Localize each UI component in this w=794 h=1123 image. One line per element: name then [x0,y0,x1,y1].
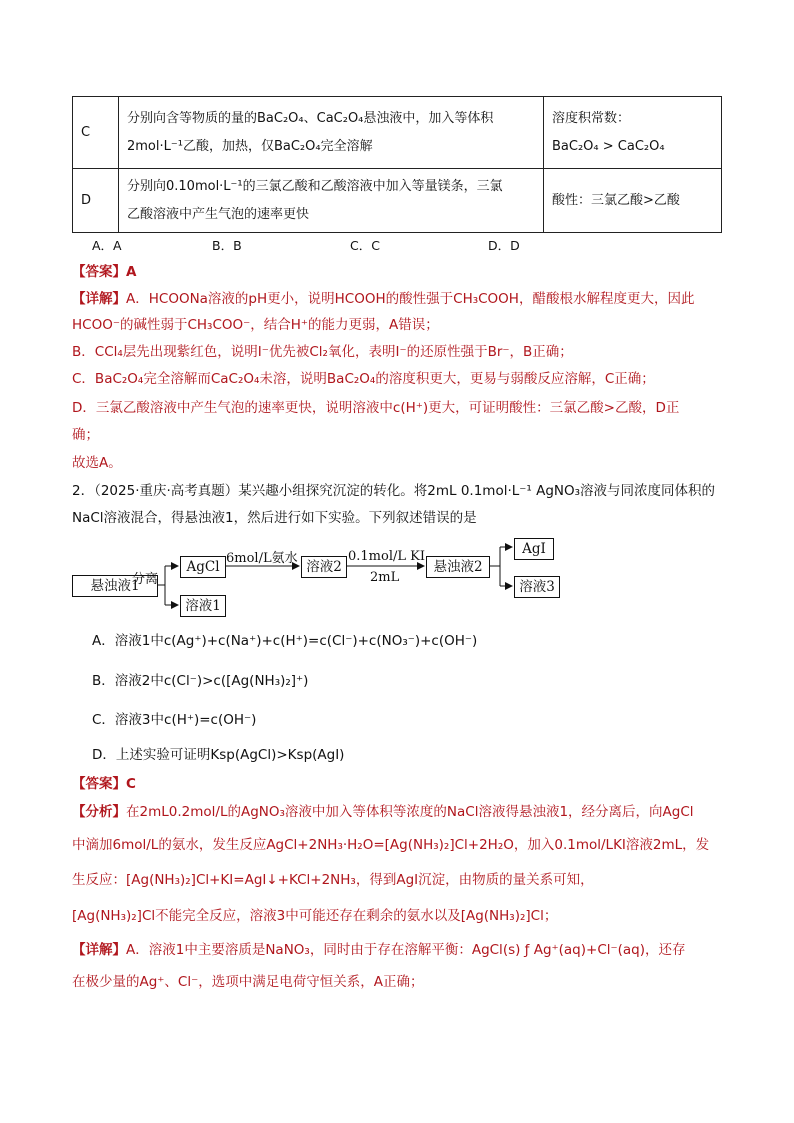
q2-analysis-line: [Ag(NH₃)₂]Cl不能完全反应，溶液3中可能还存在剩余的氨水以及[Ag(NH₃)₂]Cl； [72,908,558,924]
q2-option-a: A．溶液1中c(Ag⁺)+c(Na⁺)+c(H⁺)=c(Cl⁻)+c(NO₃⁻)+c(OH⁻) [92,633,478,649]
q1-detail-line: D．三氯乙酸溶液中产生气泡的速率更快，说明溶液中c(H⁺)更大，可证明酸性：三氯乙酸>乙酸，D正 [72,400,680,416]
result-cell: 酸性：三氯乙酸>乙酸 [544,169,722,233]
node-agcl: AgCl [180,556,226,578]
label-ki-volume: 2mL [370,570,400,585]
node-agi: AgI [514,538,554,560]
q2-option-d: D．上述实验可证明Ksp(AgCl)>Ksp(AgI) [92,747,345,763]
result-cell: 溶度积常数： BaC₂O₄ > CaC₂O₄ [544,97,722,169]
q2-analysis-line: 【分析】在2mL0.2mol/L的AgNO₃溶液中加入等体积等浓度的NaCl溶液得悬浊液1，经分离后，向AgCl [72,804,694,820]
q2-analysis-line: 中滴加6mol/L的氨水，发生反应AgCl+2NH₃·H₂O=[Ag(NH₃)₂]Cl+2H₂O，加入0.1mol/LKI溶液2mL，发 [72,837,710,853]
q1-detail-line: 确； [72,427,99,443]
row-label: C [73,97,119,169]
choice-d: D．D [488,238,520,253]
q1-detail-line: HCOO⁻的碱性弱于CH₃COO⁻，结合H⁺的能力更弱，A错误； [72,317,439,333]
node-suspension-2: 悬浊液2 [426,556,490,578]
q2-stem: 2．（2025·重庆·高考真题）某兴趣小组探究沉淀的转化。将2mL 0.1mol·L⁻¹ AgNO₃溶液与同浓度同体积的 [72,483,716,499]
choice-b: B．B [212,238,242,253]
node-suspension-1: 悬浊液1 [72,575,158,597]
q1-detail-line: B．CCl₄层先出现紫红色，说明I⁻优先被Cl₂氧化，表明I⁻的还原性强于Br⁻，B正确； [72,344,573,360]
label-ammonia: 6mol/L氨水 [226,551,298,566]
procedure-cell: 分别向含等物质的量的BaC₂O₄、CaC₂O₄悬浊液中，加入等体积 2mol·L⁻¹乙酸，加热，仅BaC₂O₄完全溶解 [119,97,544,169]
q1-detail-line: 【详解】A．HCOONa溶液的pH更小，说明HCOOH的酸性强于CH₃COOH，醋酸根水解程度更大，因此 [72,291,695,307]
q1-detail-line: 故选A。 [72,455,122,471]
q2-detail-line: 【详解】A．溶液1中主要溶质是NaNO₃，同时由于存在溶解平衡：AgCl(s) ƒ Ag⁺(aq)+Cl⁻(aq)，还存 [72,942,686,958]
q2-option-b: B．溶液2中c(Cl⁻)>c([Ag(NH₃)₂]⁺) [92,673,309,689]
q2-detail-line: 在极少量的Ag⁺、Cl⁻，选项中满足电荷守恒关系，A正确； [72,974,424,990]
node-solution-1: 溶液1 [180,595,226,617]
choice-a: A．A [92,238,122,253]
q2-analysis-line: 生反应：[Ag(NH₃)₂]Cl+KI=AgI↓+KCl+2NH₃，得到AgI沉淀，由物质的量关系可知， [72,872,594,888]
q2-answer: 【答案】C [72,776,136,792]
node-solution-3: 溶液3 [514,576,560,598]
q1-answer: 【答案】A [72,264,137,280]
q1-detail-line: C．BaC₂O₄完全溶解而CaC₂O₄未溶，说明BaC₂O₄的溶度积更大，更易与弱酸反应溶解，C正确； [72,371,655,387]
node-solution-2: 溶液2 [301,556,347,578]
q2-stem: NaCl溶液混合，得悬浊液1，然后进行如下实验。下列叙述错误的是 [72,510,477,526]
q2-option-c: C．溶液3中c(H⁺)=c(OH⁻) [92,712,257,728]
row-label: D [73,169,119,233]
label-separate: 分离 [132,572,159,587]
procedure-cell: 分别向0.10mol·L⁻¹的三氯乙酸和乙酸溶液中加入等量镁条，三氯 乙酸溶液中产生气泡的速率更快 [119,169,544,233]
choice-c: C．C [350,238,380,253]
label-ki: 0.1mol/L KI [348,549,425,564]
